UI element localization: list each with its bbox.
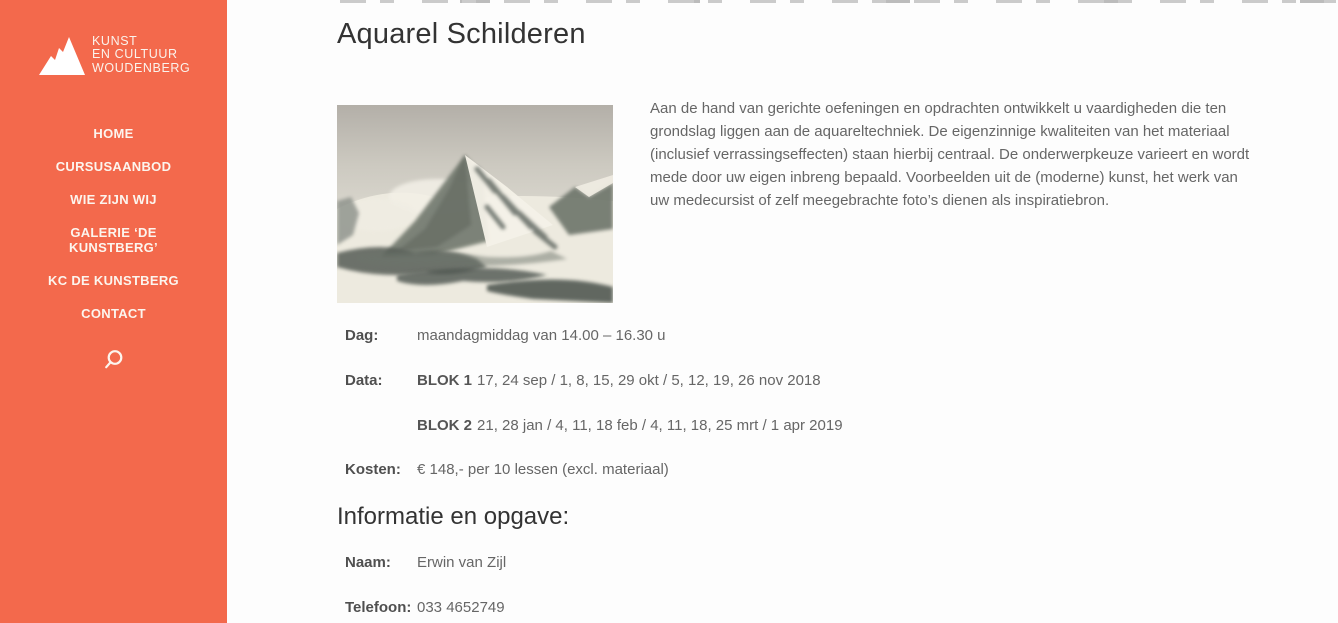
logo-line-3: WOUDENBERG [92,60,191,75]
detail-row-data-blok2 [345,417,843,434]
sidebar-item-home[interactable]: HOME [93,126,134,141]
detail-label: Kosten: [345,461,401,478]
contact-label: Telefoon: [345,599,412,616]
sidebar-item-contact[interactable]: CONTACT [81,306,146,321]
sidebar-item-cursusaanbod[interactable]: CURSUSAANBOD [55,159,172,174]
detail-label: Data: [345,372,383,389]
sidebar-item-galerie-de-kunstberg[interactable]: GALERIE ‘DE KUNSTBERG’ [69,225,158,255]
detail-value: € 148,- per 10 lessen (excl. materiaal) [417,461,669,478]
detail-value-bold: BLOK 1 [417,372,473,389]
logo-line-1: KUNST [92,33,138,48]
sidebar-item-wie-zijn-wij[interactable]: WIE ZIJN WIJ [70,192,157,207]
detail-row-kosten [345,461,669,478]
page-title: Aquarel Schilderen [337,18,586,50]
contact-label: Naam: [345,554,391,571]
course-image [337,105,613,303]
contact-value: 033 4652749 [417,599,505,616]
detail-row-data-blok1 [345,372,821,389]
detail-value-bold: BLOK 2 [417,417,473,434]
contact-value: Erwin van Zijl [417,554,507,571]
detail-value: 17, 24 sep / 1, 8, 15, 29 okt / 5, 12, 19, 26 nov 2018 [477,372,821,389]
detail-value: 21, 28 jan / 4, 11, 18 feb / 4, 11, 18, 25 mrt / 1 apr 2019 [477,417,843,434]
contact-row-naam [345,554,506,571]
course-description: Aan de hand van gerichte oefeningen en opdrachten ontwikkelt u vaardigheden die ten grondslag liggen aan de aquareltechniek. De eigenzinnige kwaliteiten van het materiaal (inclusief verrassingseffecten) staan hierbij centraal. De onderwerpkeuze varieert en wordt mede door uw eigen inbreng bepaald. Voorbeelden uit de (moderne) kunst, het werk van uw medecursist of zelf meegebrachte foto’s dienen als inspiratiebron. [650,100,1250,209]
contact-row-telefoon [345,599,505,616]
detail-value: maandagmiddag van 14.00 – 16.30 u [417,327,666,344]
info-heading: Informatie en opgave: [337,503,570,530]
watercolor-mountain-painting [337,105,613,303]
detail-label: Dag: [345,327,379,344]
detail-row-dag [345,327,666,344]
sidebar-item-kc-de-kunstberg[interactable]: KC DE KUNSTBERG [48,273,179,288]
logo-line-2: EN CULTUUR [92,47,178,62]
